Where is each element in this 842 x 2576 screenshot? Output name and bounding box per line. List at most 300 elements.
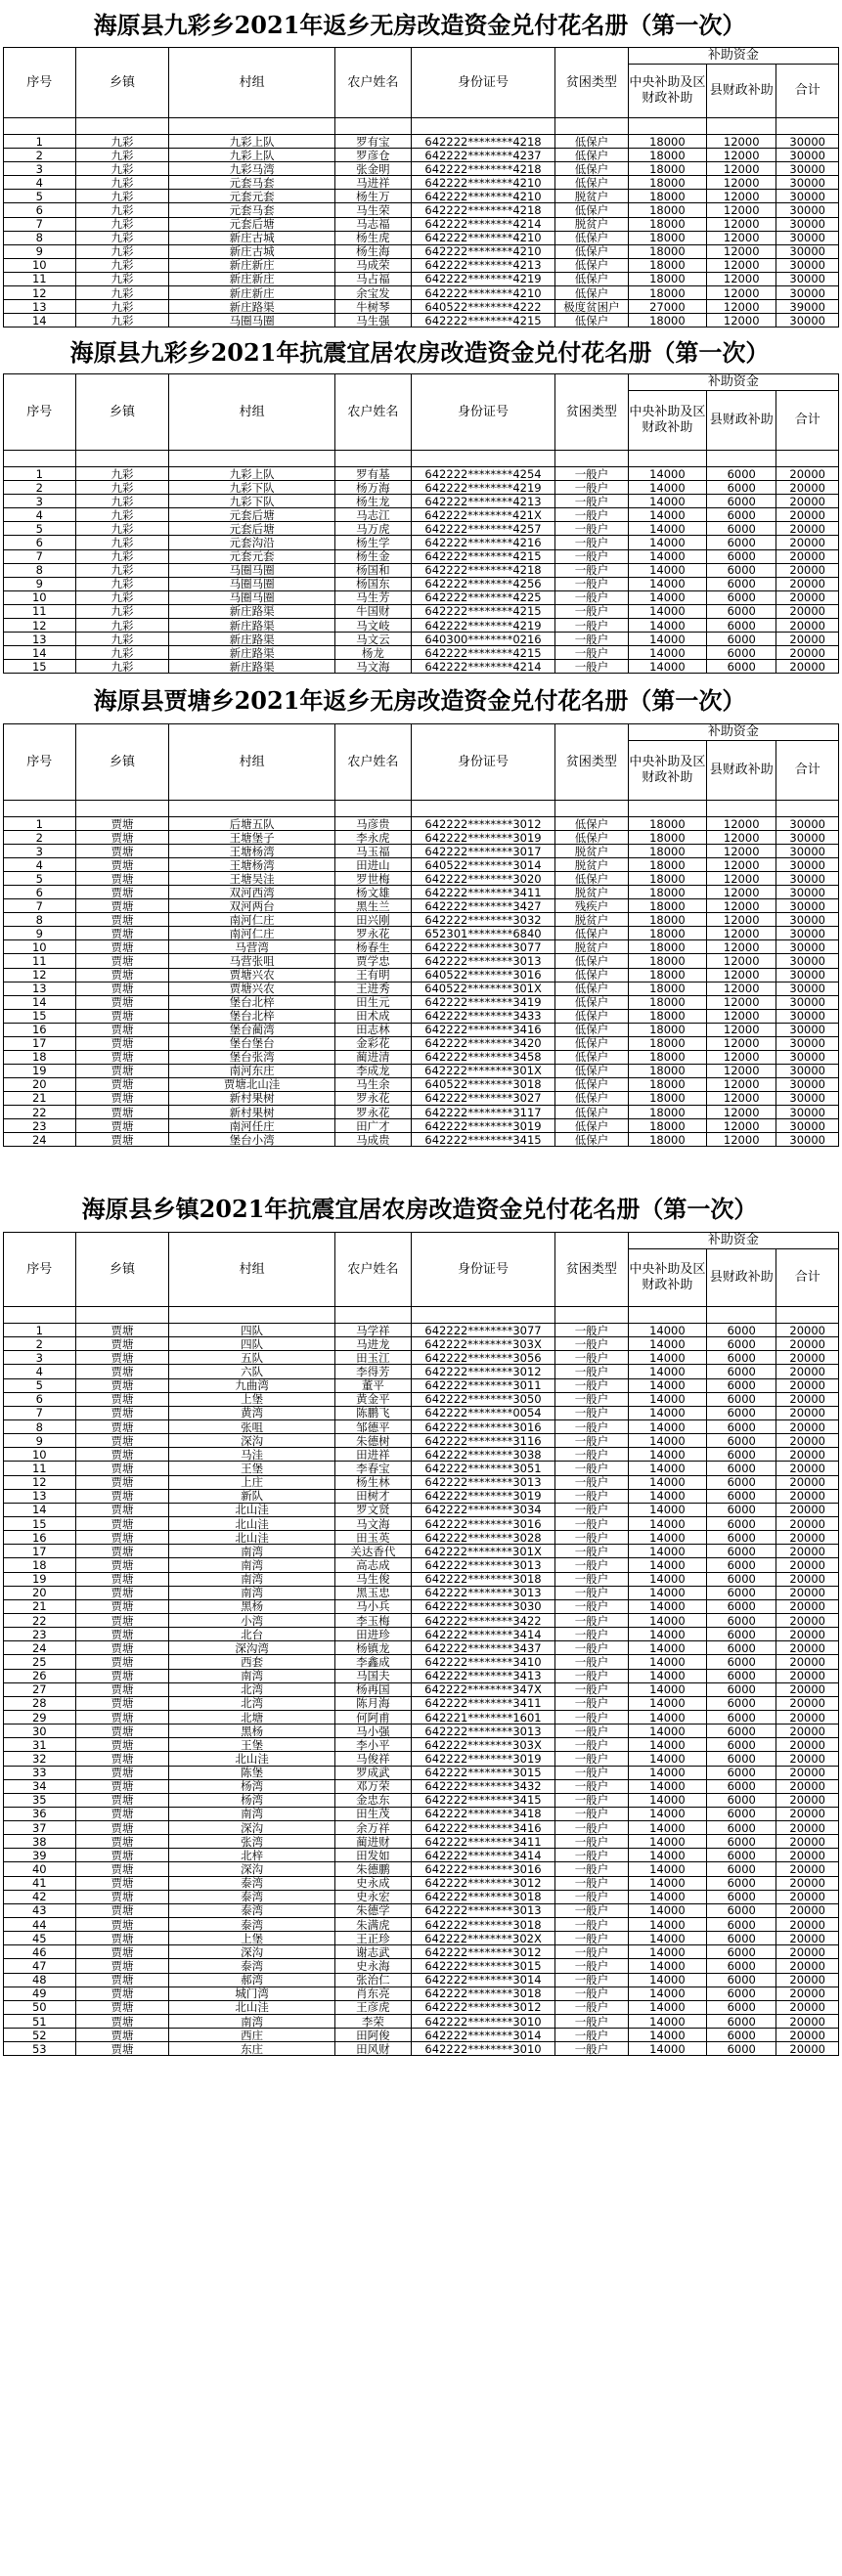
cell-name: 王有明: [334, 968, 411, 982]
cell-total: 30000: [776, 995, 839, 1009]
roster-section: [0, 0, 839, 327]
header-seq: 序号: [4, 48, 76, 118]
cell-county-subsidy: 12000: [707, 872, 776, 886]
cell-township: 九彩: [75, 536, 169, 549]
cell-central-subsidy: 14000: [628, 633, 706, 646]
cell-name: 田发如: [334, 1849, 411, 1862]
table-row: [4, 1337, 839, 1351]
cell-township: 贾塘: [75, 2029, 169, 2042]
cell-county-subsidy: 6000: [707, 1766, 776, 1779]
table-row: [4, 563, 839, 577]
cell-township: 贾塘: [75, 1462, 169, 1475]
cell-id-number: 652301********6840: [411, 927, 554, 940]
cell-id-number: 642222********4213: [411, 495, 554, 508]
cell-name: 田风财: [334, 2042, 411, 2056]
cell-name: 罗永花: [334, 1105, 411, 1118]
cell-village: 深沟: [169, 1821, 334, 1835]
cell-poverty-type: 一般户: [555, 1682, 629, 1696]
cell-id-number: 642222********4210: [411, 176, 554, 190]
cell-township: 贾塘: [75, 845, 169, 858]
table-row: [4, 831, 839, 845]
cell-poverty-type: 一般户: [555, 1641, 629, 1655]
table-row: [4, 2029, 839, 2042]
cell-township: 贾塘: [75, 1105, 169, 1118]
cell-county-subsidy: 6000: [707, 467, 776, 481]
cell-id-number: 642222********3415: [411, 1793, 554, 1807]
cell-village: 王堡: [169, 1738, 334, 1752]
cell-total: 20000: [776, 2015, 839, 2029]
cell-village: 新庄古城: [169, 231, 334, 244]
cell-village: 北山洼: [169, 2000, 334, 2014]
cell-seq: 51: [4, 2015, 76, 2029]
cell-total: 30000: [776, 1064, 839, 1077]
section-title: 海原县九彩乡2021年返乡无房改造资金兑付花名册（第一次）: [93, 11, 746, 39]
cell-township: 九彩: [75, 149, 169, 162]
cell-id-number: 642222********3419: [411, 995, 554, 1009]
cell-id-number: 642222********4215: [411, 549, 554, 563]
cell-village: 北梓: [169, 1849, 334, 1862]
cell-poverty-type: 一般户: [555, 1876, 629, 1890]
header-central: 中央补助及区财政补助: [628, 741, 706, 801]
cell-central-subsidy: 14000: [628, 1434, 706, 1448]
header-poverty: 贫困类型: [555, 724, 629, 801]
table-row: [4, 495, 839, 508]
cell-id-number: 642222********3018: [411, 1918, 554, 1932]
header-seq: 序号: [4, 1233, 76, 1307]
cell-village: 北山洼: [169, 1752, 334, 1766]
cell-poverty-type: 低保户: [555, 231, 629, 244]
cell-central-subsidy: 18000: [628, 886, 706, 899]
cell-total: 30000: [776, 190, 839, 203]
header-county: 县财政补助: [707, 65, 776, 118]
cell-total: 20000: [776, 1419, 839, 1433]
cell-township: 贾塘: [75, 954, 169, 968]
blank-cell: [4, 1307, 76, 1324]
cell-township: 贾塘: [75, 995, 169, 1009]
cell-central-subsidy: 18000: [628, 1064, 706, 1077]
table-row: [4, 1876, 839, 1890]
cell-name: 黄金平: [334, 1392, 411, 1406]
cell-village: 北山洼: [169, 1503, 334, 1516]
blank-cell: [334, 118, 411, 135]
cell-county-subsidy: 6000: [707, 1516, 776, 1530]
cell-seq: 44: [4, 1918, 76, 1932]
cell-id-number: 642222********3013: [411, 954, 554, 968]
cell-poverty-type: 一般户: [555, 1545, 629, 1558]
roster-section: [0, 675, 839, 1147]
cell-id-number: 642222********4210: [411, 244, 554, 258]
cell-poverty-type: 一般户: [555, 1696, 629, 1710]
cell-township: 九彩: [75, 231, 169, 244]
cell-id-number: 642222********4219: [411, 481, 554, 495]
cell-village: 南湾: [169, 1558, 334, 1572]
cell-total: 20000: [776, 1987, 839, 2000]
cell-poverty-type: 一般户: [555, 1766, 629, 1779]
cell-total: 30000: [776, 1077, 839, 1091]
cell-poverty-type: 一般户: [555, 646, 629, 660]
cell-seq: 47: [4, 1959, 76, 1973]
cell-village: 北山洼: [169, 1531, 334, 1545]
cell-name: 田志林: [334, 1023, 411, 1036]
cell-seq: 5: [4, 1378, 76, 1392]
table-row: [4, 2015, 839, 2029]
cell-id-number: 642222********3012: [411, 1945, 554, 1959]
cell-central-subsidy: 14000: [628, 1599, 706, 1613]
cell-name: 马文岐: [334, 619, 411, 633]
cell-total: 20000: [776, 1835, 839, 1849]
cell-central-subsidy: 14000: [628, 2042, 706, 2056]
cell-county-subsidy: 6000: [707, 1628, 776, 1641]
cell-township: 贾塘: [75, 1628, 169, 1641]
cell-seq: 46: [4, 1945, 76, 1959]
table-row: [4, 1738, 839, 1752]
cell-id-number: 642222********3012: [411, 2000, 554, 2014]
cell-id-number: 642222********3413: [411, 1669, 554, 1682]
cell-central-subsidy: 18000: [628, 149, 706, 162]
cell-township: 贾塘: [75, 1531, 169, 1545]
cell-poverty-type: 低保户: [555, 817, 629, 831]
blank-cell: [169, 1307, 334, 1324]
table-row: [4, 1009, 839, 1023]
cell-county-subsidy: 12000: [707, 886, 776, 899]
cell-poverty-type: 一般户: [555, 1392, 629, 1406]
blank-cell: [75, 118, 169, 135]
cell-name: 马进龙: [334, 1337, 411, 1351]
table-row: [4, 1077, 839, 1091]
cell-township: 贾塘: [75, 1696, 169, 1710]
cell-county-subsidy: 6000: [707, 1682, 776, 1696]
cell-id-number: 642222********3011: [411, 1378, 554, 1392]
cell-township: 贾塘: [75, 1682, 169, 1696]
cell-county-subsidy: 6000: [707, 1419, 776, 1433]
cell-village: 上堡: [169, 1932, 334, 1945]
cell-name: 田生茂: [334, 1807, 411, 1820]
cell-id-number: 642222********3414: [411, 1628, 554, 1641]
cell-poverty-type: 残疾户: [555, 899, 629, 913]
cell-name: 马生荣: [334, 203, 411, 217]
cell-central-subsidy: 18000: [628, 244, 706, 258]
cell-seq: 7: [4, 1406, 76, 1419]
cell-total: 30000: [776, 817, 839, 831]
cell-poverty-type: 一般户: [555, 2015, 629, 2029]
cell-seq: 25: [4, 1655, 76, 1669]
cell-county-subsidy: 6000: [707, 1932, 776, 1945]
cell-name: 马玉福: [334, 845, 411, 858]
table-row: [4, 1779, 839, 1793]
table-row: [4, 549, 839, 563]
cell-name: 田术成: [334, 1009, 411, 1023]
cell-seq: 29: [4, 1710, 76, 1724]
cell-village: 马圈马圈: [169, 314, 334, 327]
cell-id-number: 642222********301X: [411, 1064, 554, 1077]
cell-name: 李玉梅: [334, 1613, 411, 1627]
cell-id-number: 642222********4213: [411, 258, 554, 272]
roster-table: [3, 1232, 839, 2056]
table-row: [4, 1392, 839, 1406]
table-row: [4, 135, 839, 149]
cell-village: 后塘五队: [169, 817, 334, 831]
cell-total: 20000: [776, 1516, 839, 1530]
cell-village: 新队: [169, 1489, 334, 1503]
cell-central-subsidy: 14000: [628, 646, 706, 660]
blank-cell: [628, 118, 706, 135]
cell-name: 杨生金: [334, 549, 411, 563]
cell-central-subsidy: 18000: [628, 899, 706, 913]
table-row: [4, 244, 839, 258]
header-county: 县财政补助: [707, 741, 776, 801]
cell-village: 新庄路渠: [169, 660, 334, 674]
cell-township: 贾塘: [75, 1503, 169, 1516]
cell-poverty-type: 一般户: [555, 660, 629, 674]
cell-county-subsidy: 6000: [707, 1669, 776, 1682]
cell-poverty-type: 一般户: [555, 1918, 629, 1932]
cell-id-number: 642222********3116: [411, 1434, 554, 1448]
cell-county-subsidy: 6000: [707, 495, 776, 508]
cell-id-number: 642222********4254: [411, 467, 554, 481]
cell-seq: 1: [4, 467, 76, 481]
cell-total: 20000: [776, 1462, 839, 1475]
cell-county-subsidy: 6000: [707, 1475, 776, 1489]
cell-name: 陈鹏飞: [334, 1406, 411, 1419]
cell-seq: 11: [4, 604, 76, 618]
table-row: [4, 2042, 839, 2056]
cell-village: 上堡: [169, 1392, 334, 1406]
blank-cell: [334, 801, 411, 817]
cell-poverty-type: 一般户: [555, 495, 629, 508]
cell-village: 四队: [169, 1324, 334, 1337]
cell-county-subsidy: 12000: [707, 1105, 776, 1118]
cell-village: 南河仁庄: [169, 927, 334, 940]
cell-township: 九彩: [75, 190, 169, 203]
table-row: [4, 1119, 839, 1133]
blank-cell: [555, 1307, 629, 1324]
cell-poverty-type: 一般户: [555, 1779, 629, 1793]
cell-id-number: 642222********3014: [411, 2029, 554, 2042]
cell-name: 罗文贤: [334, 1503, 411, 1516]
cell-poverty-type: 脱贫户: [555, 217, 629, 231]
cell-village: 马营张咀: [169, 954, 334, 968]
cell-township: 九彩: [75, 467, 169, 481]
cell-county-subsidy: 6000: [707, 2029, 776, 2042]
cell-central-subsidy: 14000: [628, 1932, 706, 1945]
cell-county-subsidy: 12000: [707, 314, 776, 327]
cell-total: 20000: [776, 1378, 839, 1392]
cell-seq: 37: [4, 1821, 76, 1835]
cell-central-subsidy: 14000: [628, 522, 706, 536]
cell-central-subsidy: 14000: [628, 1489, 706, 1503]
table-row: [4, 590, 839, 604]
cell-id-number: 642222********4218: [411, 203, 554, 217]
cell-seq: 41: [4, 1876, 76, 1890]
table-row: [4, 190, 839, 203]
cell-name: 马小强: [334, 1725, 411, 1738]
cell-county-subsidy: 12000: [707, 831, 776, 845]
cell-central-subsidy: 14000: [628, 1987, 706, 2000]
cell-county-subsidy: 6000: [707, 1821, 776, 1835]
table-row: [4, 1489, 839, 1503]
cell-township: 贾塘: [75, 1516, 169, 1530]
cell-seq: 38: [4, 1835, 76, 1849]
cell-central-subsidy: 14000: [628, 1655, 706, 1669]
cell-township: 贾塘: [75, 1036, 169, 1050]
cell-seq: 22: [4, 1613, 76, 1627]
cell-village: 堡台北梓: [169, 1009, 334, 1023]
table-row: [4, 1503, 839, 1516]
cell-village: 陈堡: [169, 1766, 334, 1779]
cell-id-number: 642222********3028: [411, 1531, 554, 1545]
cell-total: 20000: [776, 1779, 839, 1793]
cell-poverty-type: 脱贫户: [555, 190, 629, 203]
blank-cell: [334, 451, 411, 467]
roster-table: [3, 373, 839, 674]
cell-total: 30000: [776, 135, 839, 149]
cell-id-number: 642222********3016: [411, 1419, 554, 1433]
cell-central-subsidy: 18000: [628, 1050, 706, 1064]
cell-township: 九彩: [75, 244, 169, 258]
cell-seq: 53: [4, 2042, 76, 2056]
cell-central-subsidy: 18000: [628, 1023, 706, 1036]
cell-seq: 2: [4, 1337, 76, 1351]
cell-seq: 13: [4, 300, 76, 314]
cell-name: 朱德学: [334, 1903, 411, 1917]
cell-id-number: 642222********4218: [411, 135, 554, 149]
cell-township: 九彩: [75, 162, 169, 176]
cell-township: 贾塘: [75, 1807, 169, 1820]
cell-village: 元套后塘: [169, 508, 334, 522]
header-id: 身份证号: [411, 1233, 554, 1307]
cell-name: 马成荣: [334, 258, 411, 272]
cell-total: 20000: [776, 1807, 839, 1820]
cell-county-subsidy: 12000: [707, 1091, 776, 1105]
cell-total: 30000: [776, 845, 839, 858]
cell-central-subsidy: 14000: [628, 1586, 706, 1599]
cell-county-subsidy: 6000: [707, 1599, 776, 1613]
cell-seq: 13: [4, 633, 76, 646]
cell-name: 杨镇龙: [334, 1641, 411, 1655]
cell-total: 20000: [776, 1876, 839, 1890]
cell-total: 20000: [776, 2000, 839, 2014]
cell-township: 贾塘: [75, 1669, 169, 1682]
cell-poverty-type: 一般户: [555, 1973, 629, 1987]
cell-township: 九彩: [75, 619, 169, 633]
cell-township: 九彩: [75, 660, 169, 674]
cell-id-number: 642222********3014: [411, 1973, 554, 1987]
cell-central-subsidy: 18000: [628, 1077, 706, 1091]
cell-county-subsidy: 6000: [707, 633, 776, 646]
table-row: [4, 217, 839, 231]
blank-cell: [707, 1307, 776, 1324]
cell-seq: 13: [4, 1489, 76, 1503]
cell-county-subsidy: 6000: [707, 1324, 776, 1337]
cell-seq: 48: [4, 1973, 76, 1987]
cell-central-subsidy: 18000: [628, 858, 706, 872]
cell-total: 20000: [776, 590, 839, 604]
cell-id-number: 642222********3027: [411, 1091, 554, 1105]
cell-central-subsidy: 14000: [628, 467, 706, 481]
cell-poverty-type: 一般户: [555, 1462, 629, 1475]
cell-id-number: 642222********3077: [411, 1324, 554, 1337]
cell-total: 20000: [776, 508, 839, 522]
cell-county-subsidy: 12000: [707, 149, 776, 162]
cell-county-subsidy: 12000: [707, 1119, 776, 1133]
cell-county-subsidy: 12000: [707, 845, 776, 858]
cell-id-number: 642222********4215: [411, 646, 554, 660]
cell-seq: 21: [4, 1091, 76, 1105]
cell-poverty-type: 低保户: [555, 1091, 629, 1105]
cell-poverty-type: 一般户: [555, 1503, 629, 1516]
cell-name: 马占福: [334, 272, 411, 285]
cell-seq: 17: [4, 1036, 76, 1050]
header-central: 中央补助及区财政补助: [628, 1249, 706, 1307]
table-row: [4, 1903, 839, 1917]
cell-name: 李荣: [334, 2015, 411, 2029]
cell-id-number: 642222********3019: [411, 1119, 554, 1133]
cell-county-subsidy: 6000: [707, 1945, 776, 1959]
cell-total: 20000: [776, 1434, 839, 1448]
table-row: [4, 604, 839, 618]
cell-county-subsidy: 6000: [707, 522, 776, 536]
cell-total: 20000: [776, 1890, 839, 1903]
cell-township: 贾塘: [75, 1738, 169, 1752]
header-central: 中央补助及区财政补助: [628, 65, 706, 118]
cell-total: 20000: [776, 1641, 839, 1655]
cell-id-number: 642222********3433: [411, 1009, 554, 1023]
table-row: [4, 1434, 839, 1448]
cell-seq: 4: [4, 176, 76, 190]
cell-township: 贾塘: [75, 1378, 169, 1392]
cell-id-number: 640300********0216: [411, 633, 554, 646]
cell-county-subsidy: 6000: [707, 1903, 776, 1917]
cell-seq: 10: [4, 590, 76, 604]
cell-village: 新庄路渠: [169, 619, 334, 633]
cell-id-number: 642222********4257: [411, 522, 554, 536]
cell-seq: 7: [4, 217, 76, 231]
table-row: [4, 1419, 839, 1433]
cell-total: 30000: [776, 149, 839, 162]
cell-central-subsidy: 18000: [628, 231, 706, 244]
cell-county-subsidy: 12000: [707, 1023, 776, 1036]
cell-total: 20000: [776, 495, 839, 508]
cell-village: 泰湾: [169, 1959, 334, 1973]
cell-total: 30000: [776, 217, 839, 231]
cell-central-subsidy: 14000: [628, 590, 706, 604]
cell-poverty-type: 一般户: [555, 1669, 629, 1682]
cell-central-subsidy: 14000: [628, 1531, 706, 1545]
cell-name: 杨再国: [334, 1682, 411, 1696]
cell-poverty-type: 一般户: [555, 1835, 629, 1849]
cell-central-subsidy: 14000: [628, 1682, 706, 1696]
cell-township: 贾塘: [75, 1392, 169, 1406]
cell-county-subsidy: 6000: [707, 1503, 776, 1516]
cell-village: 南湾: [169, 1586, 334, 1599]
cell-poverty-type: 一般户: [555, 577, 629, 590]
table-row: [4, 1890, 839, 1903]
cell-village: 南河东庄: [169, 1064, 334, 1077]
cell-county-subsidy: 6000: [707, 1558, 776, 1572]
cell-central-subsidy: 14000: [628, 1558, 706, 1572]
cell-id-number: 642222********4210: [411, 190, 554, 203]
cell-seq: 1: [4, 1324, 76, 1337]
cell-total: 30000: [776, 1105, 839, 1118]
cell-name: 马生芳: [334, 590, 411, 604]
table-row: [4, 1050, 839, 1064]
cell-seq: 3: [4, 1351, 76, 1365]
cell-poverty-type: 一般户: [555, 1558, 629, 1572]
cell-poverty-type: 一般户: [555, 1655, 629, 1669]
cell-village: 南河仁庄: [169, 913, 334, 927]
cell-township: 贾塘: [75, 2015, 169, 2029]
cell-county-subsidy: 12000: [707, 286, 776, 300]
